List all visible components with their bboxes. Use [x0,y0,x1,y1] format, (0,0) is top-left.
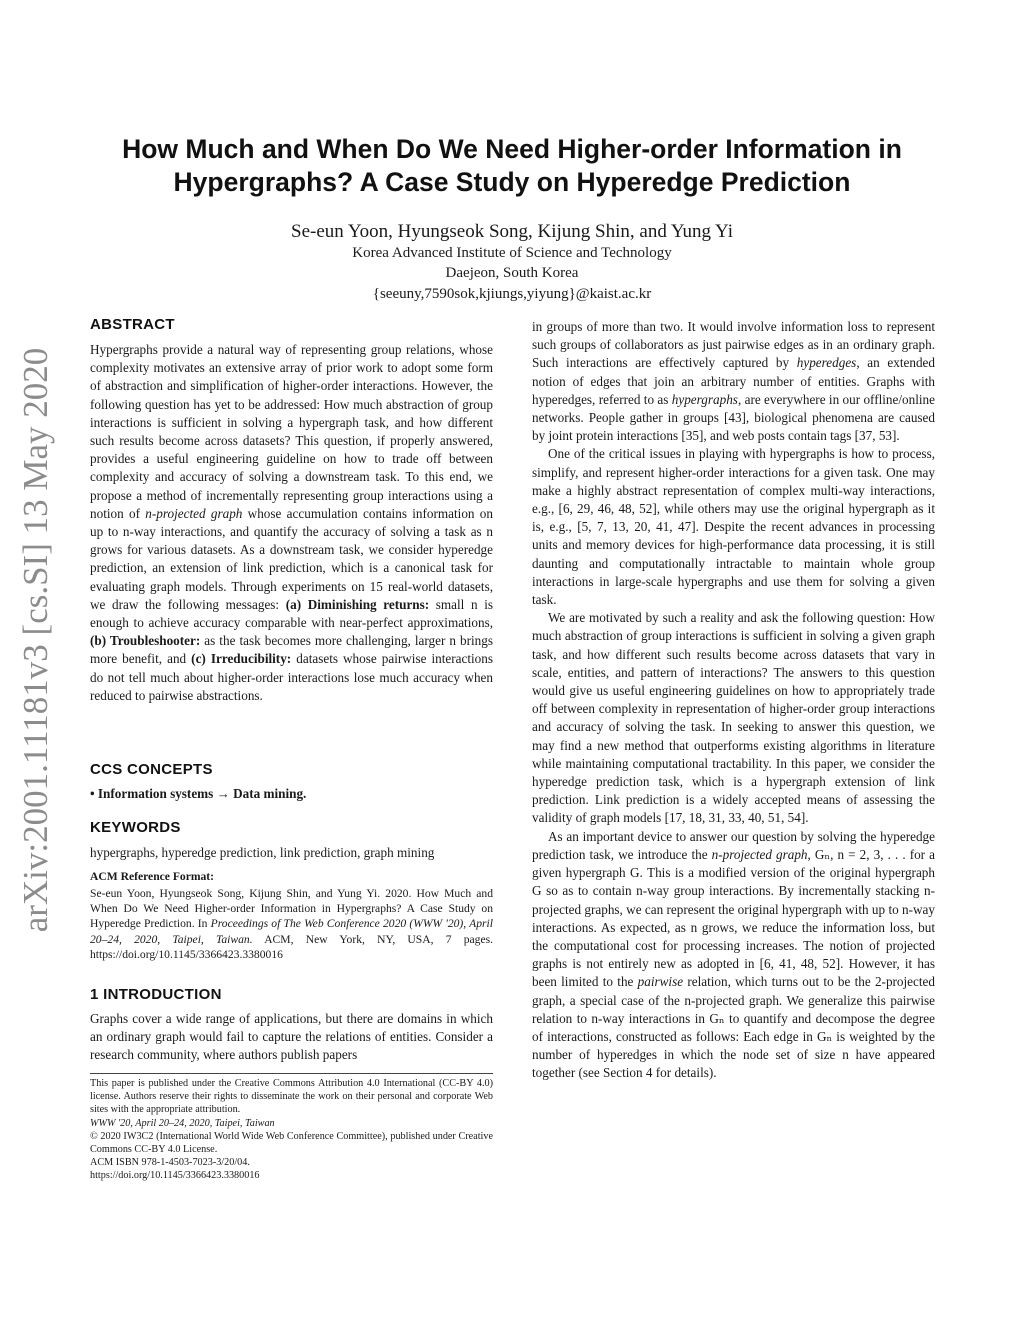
abstract-body [90,341,493,705]
authors: Se-eun Yoon, Hyungseok Song, Kijung Shin, and Yung Yi [291,221,733,242]
footnote-conference: WWW '20, April 20–24, 2020, Taipei, Taiwan [90,1117,275,1129]
ccs-heading: CCS CONCEPTS [90,761,213,778]
right-p4-emphasis-2: pairwise [637,974,684,990]
acm-ref-heading: ACM Reference Format: [90,870,215,883]
footnote-license: This paper is published under the Creative Commons Attribution 4.0 International (CC-BY 4.0) license. Authors reserve their rights to disseminate the work on their personal and corporate Web sites with the appropriate attribution. [90,1078,493,1116]
right-p4-emphasis-1: n-projected graph [711,846,808,862]
right-p4-text-3: relation, which turns out to be the 2-projected graph, a special case of the n-projected graph. We generalize this pairwise relation to n-way interactions in Gₙ to quantify and decompose the degree of interactions, constructed as follows: Each edge in Gₙ is weighted by the number of hyperedges in which the node set of size n have appeared together (see Section 4 for details). [532,974,935,1081]
abstract-text-3: small n is enough to achieve accuracy comparable with near-perfect approximations, [90,596,493,631]
footnote-rule [90,1073,493,1074]
ccs-text: • Information systems → Data mining. [90,786,307,801]
acm-ref-venue: Proceedings of The Web Conference 2020 (WWW '20), April 20–24, 2020, Taipei, Taiwan. [90,917,493,946]
keywords-text: hypergraphs, hyperedge prediction, link prediction, graph mining [90,845,435,860]
footnote-copyright: © 2020 IW3C2 (International World Wide Web Conference Committee), published under Creative Commons CC-BY 4.0 License. [90,1130,493,1156]
right-p1-emphasis-2: hypergraphs [671,391,738,407]
acm-ref-text-1: Se-eun Yoon, Hyungseok Song, Kijung Shin, and Yung Yi. 2020. How Much and When Do We Need Higher-order Information in Hypergraphs? A Case Study on Hyperedge Prediction. In [90,887,493,931]
footnote-isbn: ACM ISBN 978-1-4503-7023-3/20/04. [90,1157,250,1169]
footnote-doi: https://doi.org/10.1145/3366423.3380016 [90,1170,260,1182]
intro-left-text: Graphs cover a wide range of applications, but there are domains in which an ordinary graph would fail to capture the relations of entities. Consider a research community, where authors publish papers [90,1011,493,1063]
acm-ref-text-2: ACM, New York, NY, USA, 7 pages. https://doi.org/10.1145/3366423.3380016 [90,932,493,961]
right-p1-text-3: , are everywhere in our offline/online networks. People gather in groups [43], biological phenomena are caused by joint protein interactions [35], and web posts contain tags [37, 53]. [532,391,935,444]
right-p4-text-1: As an important device to answer our question by solving the hyperedge prediction task, we introduce the [532,828,935,862]
abstract-text-4: as the task becomes more challenging, larger n brings more benefit, and [90,633,493,667]
abstract-bold-1: (a) Diminishing returns: [285,596,430,612]
right-p1-text-2: , an extended notion of edges that join an arbitrary number of entities. Graphs with hyperedges, referred to as [532,355,935,407]
abstract-heading: ABSTRACT [90,316,175,333]
abstract-text-5: datasets whose pairwise interactions do not tell much about higher-order interactions lose much accuracy when reduced to pairwise abstractions. [90,651,493,703]
location: Daejeon, South Korea [445,265,579,281]
right-column [532,318,935,1083]
footnotes [90,1077,493,1183]
abstract-emphasis: n-projected graph [145,505,243,521]
right-paragraph-4 [532,828,935,1083]
right-paragraph-3: We are motivated by such a reality and ask the following question: How much abstraction of group interactions is sufficient in solving a given graph task, and how different such results become across datasets that vary in scale, entities, and pattern of interactions? The answers to this question would give us useful engineering guidelines on how to appropriately trade off between complexity in representation of higher-order group interactions and accuracy of solving the task. In seeking to answer this question, we may find a new method that outperforms existing algorithms in literature while maintaining computational tractability. In this paper, we consider the hyperedge prediction task, which is a hypergraph extension of link prediction. Link prediction is a widely accepted means of assessing the validity of graph models [17, 18, 31, 33, 40, 51, 54]. [532,610,935,826]
abstract-bold-2: (b) Troubleshooter: [90,633,201,649]
intro-heading: 1 INTRODUCTION [90,986,222,1003]
right-p1-emphasis-1: hyperedges [796,355,857,371]
right-p1-text-1: in groups of more than two. It would involve information loss to represent such groups of collaborators as just pairwise edges as in an ordinary graph. Such interactions are effectively captured by [532,319,935,371]
abstract-text-2: whose accumulation contains information on up to n-way interactions, and quantify the accuracy of solving a task as n grows for various datasets. As a downstream task, we consider hyperedge prediction, an extension of link prediction, which is a canonical task for evaluating graph models. Through experiments on 15 real-world datasets, we draw the following messages: [90,505,493,612]
acm-ref-body [90,886,493,962]
title-line-1: How Much and When Do We Need Higher-order Information in [122,134,902,164]
affiliation: Korea Advanced Institute of Science and Technology [352,245,672,261]
email: {seeuny,7590sok,kjiungs,yiyung}@kaist.ac.kr [372,286,652,302]
right-paragraph-1 [532,318,935,445]
right-paragraph-2: One of the critical issues in playing with hypergraphs is how to process, simplify, and represent higher-order interactions for a given task. One may make a highly abstract representation of complex multi-way interactions, e.g., [6, 29, 46, 48, 52], while others may use the original hypergraph as it is, e.g., [5, 7, 13, 20, 41, 47]. Despite the recent advances in processing units and memory devices for high-performance data processing, it is still daunting and computationally intractable to maintain whole group interactions in large-scale hypergraphs and use them for solving a given task. [532,446,935,608]
abstract-bold-3: (c) Irreducibility: [191,651,292,667]
arxiv-identifier: arXiv:2001.11181v3 [cs.SI] 13 May 2020 [16,347,55,933]
keywords-heading: KEYWORDS [90,819,181,836]
title-line-2: Hypergraphs? A Case Study on Hyperedge Prediction [173,167,851,197]
right-p4-text-2: , Gₙ, n = 2, 3, . . . for a given hypergraph G. This is a modified version of the original hypergraph G so as to contain n-way group interactions. By incrementally stacking n-projected graphs, we can represent the original hypergraph with up to n-way interactions. As expected, as n grows, we reduce the information loss, but the computational cost for processing increases. The notion of projected graphs is not entirely new as adopted in [6, 41, 48, 52]. However, it has been limited to the [532,846,935,990]
abstract-text-1: Hypergraphs provide a natural way of representing group relations, whose complexity motivates an extensive array of prior work to adopt some form of abstraction and simplification of higher-order interactions. However, the following question has yet to be addressed: How much abstraction of group interactions is sufficient in solving a hypergraph task, and how different such results become across datasets? This question, if properly answered, provides a useful engineering guideline on how to trade off between complexity and accuracy of solving a downstream task. To this end, we propose a method of incrementally representing group interactions using a notion of [90,342,493,521]
paper-title [70,133,954,199]
